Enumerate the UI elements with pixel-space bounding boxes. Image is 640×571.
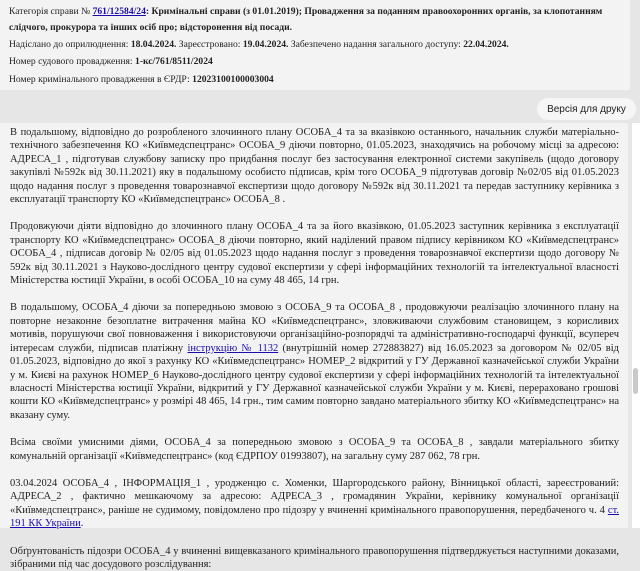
- court-proc-label: Номер судового провадження:: [9, 56, 133, 68]
- erdr-number: [9, 73, 622, 86]
- paragraph-text: .: [80, 518, 84, 530]
- sent-date: 18.04.2024.: [130, 39, 177, 50]
- paragraph: Всіма своїми умисними діями, ОСОБА_4 за попередньою змовою з ОСОБА_9 та ОСОБА_8 , завдали матеріального збитку комунальній організації «Київмедспецтранс» (код ЄДРПОУ 01993807), на загальну суму 287 062, 78 грн.: [10, 437, 619, 462]
- document-body: [0, 123, 628, 570]
- criminal-code-article-link[interactable]: ст. 191 КК України: [10, 504, 619, 530]
- access-label: Забезпечено надання загального доступу:: [290, 39, 461, 50]
- category-text: : Кримінальні справи (з 01.01.2019); Провадження за поданням правоохоронних органів, за клопотанням слідчого, прокурора та інших осіб про; відсторонення від посади.: [9, 6, 603, 33]
- scrollbar-thumb[interactable]: [633, 368, 638, 394]
- access-date: 22.04.2024.: [463, 39, 509, 50]
- paragraph: [10, 477, 619, 531]
- court-proc-value: 1-кс/761/8511/2024: [135, 56, 213, 68]
- print-version-button[interactable]: Версія для друку: [537, 98, 636, 120]
- court-proceeding-number: [9, 55, 622, 68]
- sent-label: Надіслано до оприлюднення:: [9, 39, 129, 50]
- paragraph-text: 03.04.2024 ОСОБА_4 , ІНФОРМАЦІЯ_1 , уродженцю с. Хоменки, Шаргородського району, Вінницької області, зареєстрований: АДРЕСА_2 , фактично мешкаючому за адресою: АДРЕСА_3 , громадянин України, керівнику комунальної організації «Київмедспецтранс», раніше не судимому, повідомлено про підозру у вчиненні кримінального правопорушення, передбаченого ч. 4: [10, 477, 619, 516]
- scrollbar-track[interactable]: [632, 123, 640, 528]
- case-info-card: [0, 0, 630, 90]
- paragraph: Обґрунтованість підозри ОСОБА_4 у вчиненні вищевказаного кримінального правопорушення підтверджується наступними доказами, зібраними під час досудового розслідування:: [10, 545, 619, 570]
- payment-instruction-link[interactable]: інструкцію № 1132: [187, 342, 279, 354]
- registered-label: Зареєстровано:: [178, 39, 241, 50]
- category-label: Категорія справи №: [9, 6, 91, 17]
- paragraph-text: (внутрішній номер 272883827) від 16.05.2023 за договором № 02/05 від 01.05.2023, відповідно до якої з рахунку КО «Київмедспецтранс» НОМЕР_2 відкритий у ГУ Державної казначейської служби України у м. Києві на рахунок НОМЕР_6 Науково-дослідного центру судової експертизи у сфері інформаційних технологій та інтелектуальної власності Міністерства юстиції України, відкритий у ГУ Державної казначейської служби України у м. Києві, перераховано грошові кошти КО «Київмедспецтранс» у розмірі 48 465, 14 грн., тим самим повторно завдано матеріального збитку КО «Київмедспецтранс» на вказану суму.: [10, 342, 619, 421]
- paragraph: [10, 301, 619, 422]
- paragraph: В подальшому, відповідно до розробленого злочинного плану ОСОБА_4 та за вказівкою останнього, начальник служби матеріально-технічного забезпечення КО «Київмедспецтранс» ОСОБА_9 діючи повторно, 01.05.2023, знаходячись на робочому місці за адресою: АДРЕСА_1 , підготував службову записку про придбання послуг без застосування електронної системи закупівель (щодо договору закупівлі №592к від 30.11.2021) яку в подальшому особисто підписав, крім того ОСОБА_9 підготував договір №02/05 від 01.05.2023 щодо надання послуг з проведення товарознавчої експертизи щодо договору №592к від 30.11.2021 та передав заступнику керівника з експлуатації транспорту КО «Київмедспецтранс» ОСОБА_8 .: [10, 127, 619, 206]
- registered-date: 19.04.2024.: [242, 39, 289, 50]
- erdr-value: 12023100100003004: [192, 73, 274, 85]
- case-category: [9, 4, 622, 35]
- publication-dates: [9, 38, 622, 51]
- erdr-label: Номер кримінального провадження в ЄРДР:: [9, 73, 190, 85]
- case-number-link[interactable]: 761/12584/24: [92, 6, 146, 17]
- paragraph: Продовжуючи діяти відповідно до злочинного плану ОСОБА_4 та за його вказівкою, 01.05.2023 заступник керівника з експлуатації транспорту КО «Київмедспецтранс» ОСОБА_8 діючи повторно, який наділений правом підпису керівником КО «Київмедспецтранс» ОСОБА_4 , підписав договір № 02/05 від 01.05.2023 щодо надання послуг з проведення товарознавчої експертизи щодо договору № 592к від 30.11.2021 з Науково-дослідного центру судової експертизи у сфері інформаційних технологій та інтелектуальної власності Міністерства юстиції України, в особі ОСОБА_10 на суму 48 465, 14 грн.: [10, 221, 619, 287]
- paragraph-text: В подальшому, ОСОБА_4 діючи за попередньою змовою з ОСОБА_9 та ОСОБА_8 , продовжуючи реалізацію злочинного плану на повторне незаконне безоплатне витрачення майна КО «Київмедспецтранс», зловживаючи службовим становищем, з корисливих мотивів, порушуючи свої повноваження і використовуючи організаційно-розпорядчі та адміністративно-господарчі функції, всупереч інтересам служби, підписав платіжну: [10, 302, 619, 354]
